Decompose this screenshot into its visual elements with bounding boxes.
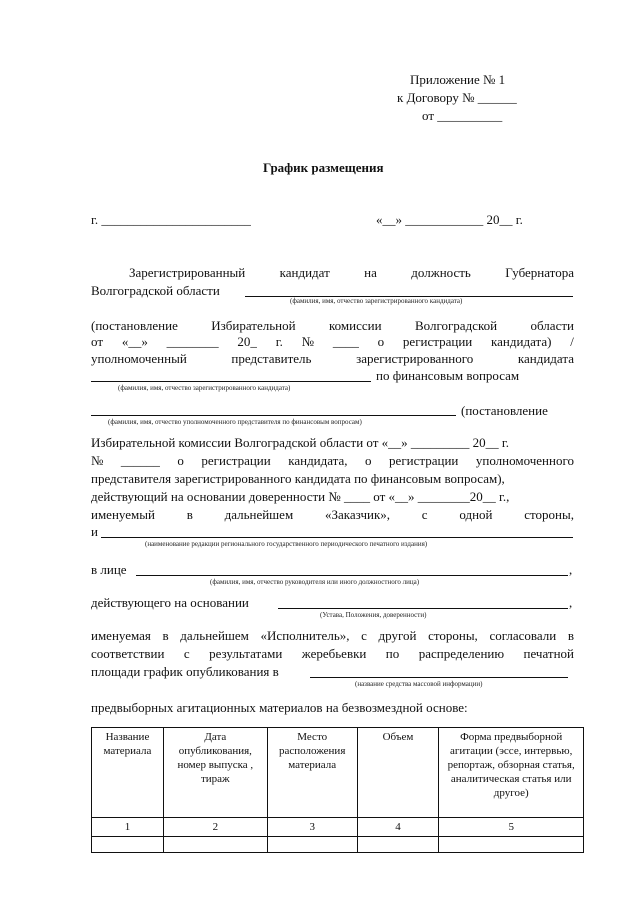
table-number-cell: 4 <box>357 818 439 837</box>
word: согласовали <box>489 628 557 643</box>
word: жеребьевки <box>301 646 367 661</box>
table-header-cell: Название материала <box>92 728 164 818</box>
table-cell[interactable] <box>357 837 439 853</box>
contract-date: от __________ <box>422 108 503 123</box>
word: результатами <box>209 646 283 661</box>
table-header-cell: Объем <box>357 728 439 818</box>
financial-rep-caption: (фамилия, имя, отчество уполномоченного представителя по финансовым вопросам) <box>108 418 362 426</box>
word: другой <box>378 628 417 643</box>
table-number-cell: 5 <box>439 818 584 837</box>
media-name-caption: (название средства массовой информации) <box>355 680 483 688</box>
word: о <box>177 453 184 468</box>
para2-line4-end: по финансовым вопросам <box>376 368 520 383</box>
word: регистрации <box>389 453 459 468</box>
word: Волгоградской <box>414 318 498 333</box>
para2-line2 <box>91 334 574 350</box>
representative-name-line <box>91 381 371 382</box>
table-number-cell: 3 <box>267 818 357 837</box>
word: о <box>377 334 385 349</box>
para2-line3 <box>91 351 574 367</box>
word: уполномоченного <box>475 453 574 468</box>
word: области <box>530 318 574 333</box>
word: ______ <box>120 453 160 468</box>
word: одной <box>459 507 493 522</box>
word: кандидата) <box>491 334 552 349</box>
para1-line1 <box>129 265 574 281</box>
para6-end: , <box>569 595 573 610</box>
table-header-cell: Место расположения материала <box>267 728 357 818</box>
para1-line2: Волгоградской области <box>91 283 220 298</box>
word: «__» <box>121 334 148 349</box>
word: регистрации <box>201 453 271 468</box>
basis-caption: (Устава, Положения, доверенности) <box>320 611 427 619</box>
word: должность <box>411 265 471 280</box>
word: в <box>567 628 574 643</box>
publisher-name-line <box>101 537 573 538</box>
director-name-line <box>136 575 568 576</box>
word: Избирательной <box>211 318 296 333</box>
para4-line3: представителя зарегистрированного кандидата по финансовым вопросам), <box>91 471 505 486</box>
table-number-cell: 2 <box>163 818 267 837</box>
table-header-cell: Форма предвыборной агитации (эссе, интервью, репортаж, обзорная статья, аналитическая статья или другое) <box>439 728 584 818</box>
word: кандидата, <box>288 453 348 468</box>
table-cell[interactable] <box>92 837 164 853</box>
table-cell[interactable] <box>163 837 267 853</box>
word: ________ <box>166 334 219 349</box>
word: на <box>364 265 377 280</box>
word: представитель <box>231 351 312 366</box>
word: «Исполнитель», <box>260 628 350 643</box>
word: уполномоченный <box>91 351 187 366</box>
word: в <box>186 507 193 522</box>
word: именуемая <box>91 628 151 643</box>
para5-start: в лице <box>91 562 127 577</box>
word: с <box>183 646 190 661</box>
word: ____ <box>332 334 359 349</box>
candidate-name-caption: (фамилия, имя, отчество зарегистрированного кандидата) <box>290 297 463 305</box>
word: дальнейшем <box>180 628 249 643</box>
word: стороны, <box>428 628 478 643</box>
word: печатной <box>523 646 574 661</box>
word: Зарегистрированный <box>129 265 246 280</box>
para6-start: действующего на основании <box>91 595 249 610</box>
word: с <box>361 628 367 643</box>
word: от <box>91 334 104 349</box>
table-cell[interactable] <box>439 837 584 853</box>
basis-line <box>278 608 568 609</box>
word: 20_ <box>237 334 257 349</box>
para4-line6-start: и <box>91 524 98 539</box>
para7-line1 <box>91 628 574 644</box>
word: именуемый <box>91 507 155 522</box>
word: (постановление <box>91 318 178 333</box>
para4-line5 <box>91 507 574 523</box>
appendix-label: Приложение № 1 <box>410 72 506 87</box>
para7-line2 <box>91 646 574 662</box>
word: стороны, <box>524 507 574 522</box>
para5-end: , <box>569 562 573 577</box>
date-field: «__» ____________ 20__ г. <box>376 212 523 227</box>
contract-label: к Договору № ______ <box>397 90 517 105</box>
city-field: г. _______________________ <box>91 212 251 227</box>
word: соответствии <box>91 646 165 661</box>
word: в <box>162 628 169 643</box>
table-row <box>92 837 584 853</box>
para4-line4: действующий на основании доверенности № ____ от «__» ________20__ г., <box>91 489 510 504</box>
table-header-row <box>92 728 584 818</box>
word: кандидата <box>517 351 574 366</box>
para8: предвыборных агитационных материалов на безвозмездной основе: <box>91 700 468 715</box>
financial-rep-line <box>91 415 456 416</box>
director-name-caption: (фамилия, имя, отчество руководителя или иного должностного лица) <box>210 578 420 586</box>
para3-line1-end: (постановление <box>461 403 548 418</box>
para2-line1 <box>91 318 574 334</box>
word: распределению <box>418 646 505 661</box>
word: о <box>365 453 372 468</box>
para4-line1: Избирательной комиссии Волгоградской области от «__» _________ 20__ г. <box>91 435 510 450</box>
media-name-line <box>310 677 568 678</box>
para7-line3: площади график опубликования в <box>91 664 279 679</box>
word: комиссии <box>329 318 382 333</box>
representative-name-caption: (фамилия, имя, отчество зарегистрированного кандидата) <box>118 384 291 392</box>
word: дальнейшем <box>224 507 294 522</box>
word: г. <box>275 334 283 349</box>
table-number-cell: 1 <box>92 818 164 837</box>
word: с <box>421 507 428 522</box>
word: / <box>570 334 574 349</box>
page-title: График размещения <box>263 160 384 175</box>
table-cell[interactable] <box>267 837 357 853</box>
table-number-row <box>92 818 584 837</box>
word: № <box>91 453 104 468</box>
publisher-name-caption: (наименование редакции регионального государственного периодического печатного издания) <box>145 540 428 548</box>
word: кандидат <box>279 265 330 280</box>
para4-line2 <box>91 453 574 469</box>
word: Губернатора <box>505 265 574 280</box>
word: № <box>301 334 315 349</box>
word: «Заказчик», <box>324 507 391 522</box>
word: по <box>385 646 400 661</box>
word: зарегистрированного <box>356 351 474 366</box>
table-header-cell: Дата опубликования, номер выпуска , тираж <box>163 728 267 818</box>
word: регистрации <box>402 334 473 349</box>
schedule-table <box>91 727 584 853</box>
